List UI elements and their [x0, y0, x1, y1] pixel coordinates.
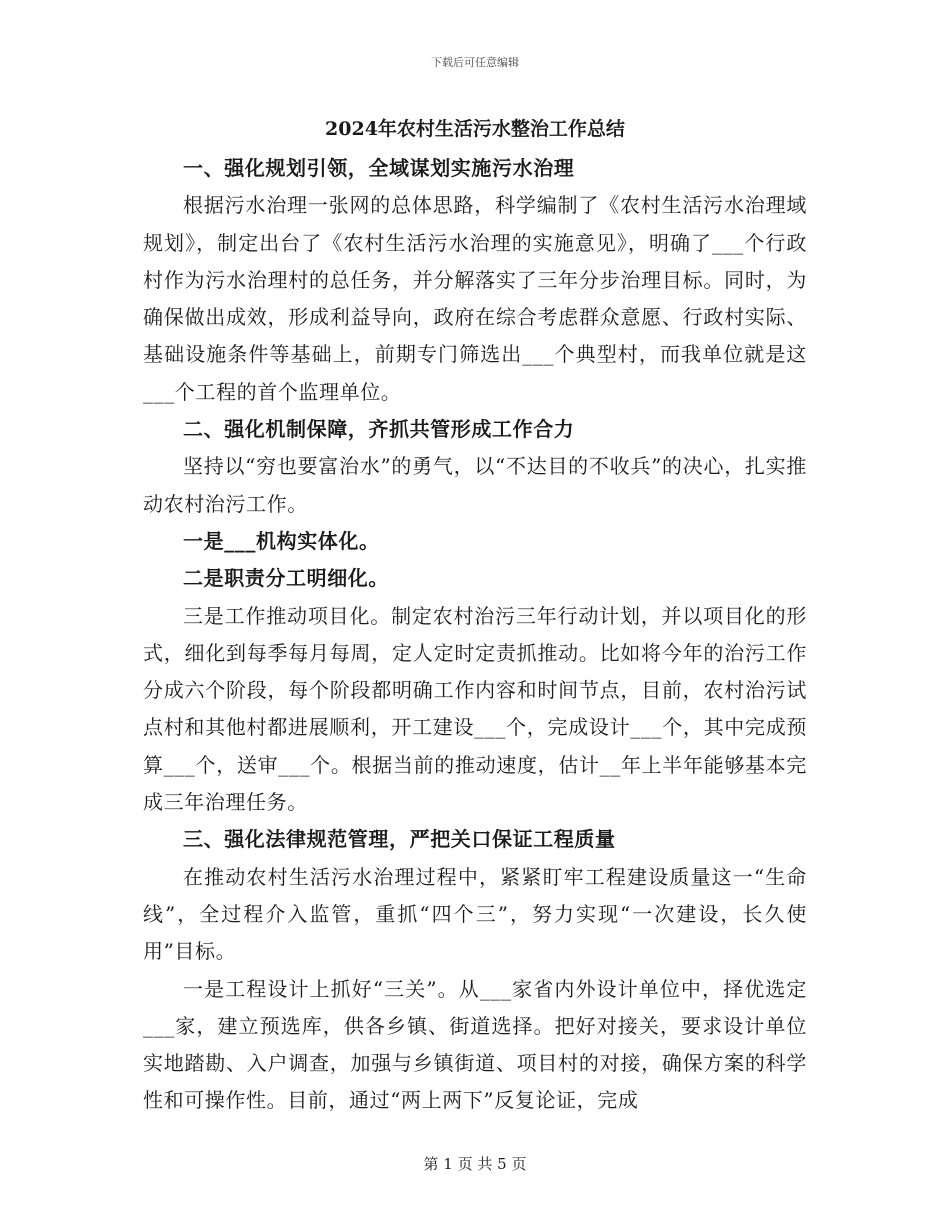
- section-heading-1: 一、强化规划引领，全域谋划实施污水治理: [183, 156, 575, 180]
- paragraph-5: 一是工程设计上抓好“三关”。从___家省内外设计单位中，择优选定___家，建立预选库，供各乡镇、街道选择。把好对接关，要求设计单位实地踏勘、入户调查，加强与乡镇街道、项目村的对接，确保方案的科学性和可操作性。目前，通过“两上两下”反复论证，完成: [143, 976, 807, 1113]
- header-note: 下载后可任意编辑: [431, 56, 519, 69]
- paragraph-4: 在推动农村生活污水治理过程中，紧紧盯牢工程建设质量这一“生命线”，全过程介入监管，重抓“四个三”，努力实现“一次建设，长久使用”目标。: [143, 864, 807, 964]
- document-body: [143, 150, 807, 1120]
- sub-heading-2: 二是职责分工明细化。: [183, 566, 389, 591]
- paragraph-2: 坚持以“穷也要富治水”的勇气，以“不达目的不收兵”的决心，扎实推动农村治污工作。: [143, 454, 807, 516]
- paragraph-1: 根据污水治理一张网的总体思路，科学编制了《农村生活污水治理域规划》，制定出台了《农村生活污水治理的实施意见》，明确了___个行政村作为污水治理村的总任务，并分解落实了三年分步治理目标。同时，为确保做出成效，形成利益导向，政府在综合考虑群众意愿、行政村实际、基础设施条件等基础上，前期专门筛选出___个典型村，而我单位就是这___个工程的首个监理单位。: [143, 193, 807, 404]
- document-title: 2024年农村生活污水整治工作总结: [325, 118, 625, 140]
- section-heading-3: 三、强化法律规范管理，严把关口保证工程质量: [183, 827, 616, 852]
- sub-heading-1: 一是___机构实体化。: [183, 528, 380, 553]
- section-heading-2: 二、强化机制保障，齐抓共管形成工作合力: [183, 417, 575, 442]
- paragraph-3: 三是工作推动项目化。制定农村治污三年行动计划，并以项目化的形式，细化到每季每月每周，定人定时定责抓推动。比如将今年的治污工作分成六个阶段，每个阶段都明确工作内容和时间节点，目前，农村治污试点村和其他村都进展顺利，开工建设___个，完成设计___个，其中完成预算___个，送审___个。根据当前的推动速度，估计__年上半年能够基本完成三年治理任务。: [143, 603, 807, 815]
- page-number: 第 1 页 共 5 页: [423, 1155, 527, 1173]
